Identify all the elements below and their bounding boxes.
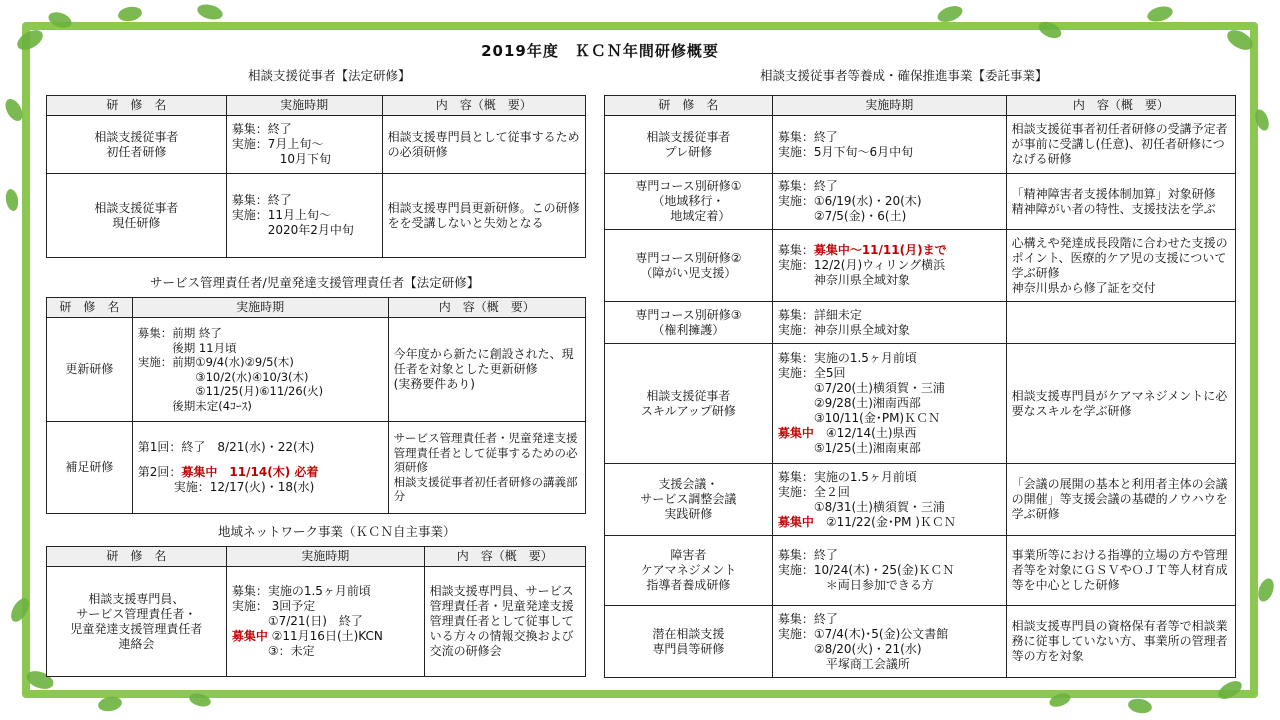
cell-name: 相談支援専門員、 xyxy=(88,591,185,606)
cell-name: 相談支援従事者 xyxy=(94,129,179,144)
cell-period: 募集：終了 xyxy=(231,122,292,136)
cell-period: ⑤1/25(土)湘南東部 xyxy=(777,441,921,455)
cell-period: 募集：実施の1.5ヶ月前頃 xyxy=(777,469,917,484)
cell-name: 実践研修 xyxy=(664,507,713,521)
table-consult-legal xyxy=(46,95,586,258)
table-service-legal xyxy=(46,297,586,514)
header-period: 実施時期 xyxy=(226,96,382,116)
header-name: 研 修 名 xyxy=(605,96,773,116)
cell-period: ②7/5(金)・6(土) xyxy=(777,209,907,223)
header-content: 内 容（概 要） xyxy=(382,96,585,116)
table-row xyxy=(605,230,1236,302)
cell-content: 心構えや発達成長段階に合わせた支援のポイント、医療的ケア児の支援について学ぶ研修 神奈川県から修了証を交付 xyxy=(1011,235,1228,295)
cell-name: 専門コース別研修③ xyxy=(635,307,742,322)
cell-content: 相談支援専門員の資格保有者等で相談業務に従事していない方、事業所の管理者等の方を対象 xyxy=(1011,619,1228,663)
cell-period: 2020年2月中旬 xyxy=(231,223,354,237)
cell-period: 実施：12/2(月)ウィリング横浜 xyxy=(777,258,946,272)
table-network xyxy=(46,546,586,677)
cell-period: 募集：終了 xyxy=(777,611,838,626)
cell-period: 募集：終了 xyxy=(777,179,838,193)
cell-name: 専門コース別研修① xyxy=(635,179,742,193)
cell-period: ③10/2(水)④10/3(木) xyxy=(137,369,309,384)
table-row xyxy=(605,464,1236,536)
cell-period: ①7/20(土)横須賀・三浦 xyxy=(777,381,945,395)
recruiting-badge: 募集中 11/14(木) 必着 xyxy=(181,465,319,479)
cell-name: サービス調整会議 xyxy=(640,492,737,506)
cell-content: 相談支援従事者初任者研修の受講予定者が事前に受講し(任意)、初任者研修につなげる研修 xyxy=(1011,122,1228,166)
table-row xyxy=(605,344,1236,464)
recruiting-badge: 募集中 xyxy=(777,426,814,440)
recruiting-badge: 募集中 xyxy=(231,629,268,643)
cell-name: 児童発達支援管理責任者 xyxy=(70,621,203,636)
cell-period: ＊両日参加できる方 xyxy=(777,578,934,592)
header-name: 研 修 名 xyxy=(47,96,227,116)
section-title-consult: 相談支援従事者【法定研修】 xyxy=(248,68,411,83)
cell-content xyxy=(1006,302,1235,344)
cell-content: 相談支援専門員更新研修。この研修をを受講しないと失効となる xyxy=(387,200,580,230)
cell-period: ②11月16日(土)KCN xyxy=(267,629,383,643)
cell-period: 実施：11月上旬～ xyxy=(231,208,331,222)
cell-period: 10月下旬 xyxy=(231,152,331,166)
cell-name: スキルアップ研修 xyxy=(640,403,736,418)
cell-name: 支援会議・ xyxy=(658,477,719,491)
header-period: 実施時期 xyxy=(132,298,388,318)
header-name: 研 修 名 xyxy=(47,547,227,567)
cell-period: 平塚商工会議所 xyxy=(777,656,910,671)
section-title-service: サービス管理責任者/児童発達支援管理責任者【法定研修】 xyxy=(150,275,480,290)
cell-period: 実施：全5回 xyxy=(777,366,846,380)
cell-content: 事業所等における指導的立場の方や管理者等を対象にＧＳＶやＯＪＴ等人材育成等を中心とした研修 xyxy=(1011,548,1228,592)
cell-name: 専門コース別研修② xyxy=(635,250,742,265)
cell-name: 地域定着） xyxy=(646,209,731,223)
table-row xyxy=(47,174,586,258)
cell-name: 相談支援従事者 xyxy=(646,388,731,403)
cell-name: 相談支援従事者 xyxy=(94,200,179,215)
cell-period: 実施：①7/4(木)･5(金)公文書館 xyxy=(777,626,949,641)
cell-period: 実施：前期①9/4(水)②9/5(木) xyxy=(137,355,294,369)
recruiting-badge: 募集中 xyxy=(777,514,814,529)
page-title: 2019年度 ＫＣＮ年間研修概要 xyxy=(481,42,719,60)
cell-name: プレ研修 xyxy=(664,144,713,159)
cell-period: 募集：詳細未定 xyxy=(777,307,862,322)
header-period: 実施時期 xyxy=(772,96,1006,116)
table-row xyxy=(605,174,1236,230)
cell-name: 連絡会 xyxy=(118,636,155,651)
cell-content: 「会議の展開の基本と利用者主体の会議の開催」等支援会議の基礎的ノウハウを学ぶ研修 xyxy=(1011,477,1228,521)
cell-period: ②8/20(火)・21(水) xyxy=(777,641,922,656)
header-content: 内 容（概 要） xyxy=(388,298,585,318)
table-consigned xyxy=(604,95,1236,678)
cell-period: ③：未定 xyxy=(231,644,315,658)
header-period: 実施時期 xyxy=(226,547,424,567)
cell-name: 初任者研修 xyxy=(106,144,167,159)
cell-period: ④12/14(土)県西 xyxy=(813,426,917,440)
cell-period: 神奈川県全域対象 xyxy=(777,273,910,287)
cell-period: 募集：実施の1.5ヶ月前頃 xyxy=(777,351,917,365)
header-content: 内 容（概 要） xyxy=(424,547,585,567)
header-content: 内 容（概 要） xyxy=(1006,96,1235,116)
cell-content: 今年度から新たに創設された、現任者を対象とした更新研修 (実務要件あり) xyxy=(393,347,574,391)
section-title-consigned: 相談支援従事者等養成・確保推進事業【委託事業】 xyxy=(760,68,1048,83)
cell-period: ①8/31(土)横須賀・三浦 xyxy=(777,499,945,514)
cell-period: 第2回： xyxy=(137,465,182,479)
cell-period: 募集： xyxy=(777,243,814,257)
cell-period: ⑤11/25(月)⑥11/26(火) xyxy=(137,384,324,398)
cell-period: 募集：実施の1.5ヶ月前頃 xyxy=(231,584,371,598)
table-row xyxy=(47,422,586,514)
cell-name: 専門員等研修 xyxy=(652,641,725,656)
cell-name: 障害者 xyxy=(670,548,707,562)
cell-content: 相談支援専門員、サービス管理責任者・児童発達支援管理責任者として従事している方々の情報交換および交流の研修会 xyxy=(429,584,574,658)
cell-period: 募集：前期 終了 xyxy=(137,326,222,340)
cell-name: 潜在相談支援 xyxy=(652,626,725,641)
cell-period: 実施：7月上旬～ xyxy=(231,137,324,151)
cell-period: 募集：終了 xyxy=(231,193,292,207)
cell-name: 相談支援従事者 xyxy=(646,129,731,144)
cell-period: 第1回：終了 8/21(水)・22(木) xyxy=(137,440,315,454)
table-row xyxy=(605,606,1236,678)
table-row xyxy=(605,302,1236,344)
cell-period: 実施： 3回予定 xyxy=(231,599,316,613)
cell-period: 募集：終了 xyxy=(777,548,838,562)
cell-name: （権利擁護） xyxy=(652,322,725,337)
cell-period: 後期未定(4ｺｰｽ) xyxy=(137,398,252,413)
cell-name: 補足研修 xyxy=(47,422,133,514)
cell-period: 実施：10/24(木)・25(金)ＫＣＮ xyxy=(777,563,955,577)
table-row xyxy=(47,318,586,422)
cell-period: ①7/21(日) 終了 xyxy=(231,614,363,628)
cell-name: （地域移行・ xyxy=(652,194,725,208)
table-row xyxy=(605,536,1236,606)
cell-period: 実施：神奈川県全域対象 xyxy=(777,322,910,337)
cell-name: 更新研修 xyxy=(47,318,133,422)
cell-period: 実施：①6/19(水)・20(木) xyxy=(777,194,922,208)
cell-name: （障がい児支援） xyxy=(640,265,737,280)
cell-name: ケアマネジメント xyxy=(640,563,737,577)
cell-period: ②9/28(土)湘南西部 xyxy=(777,396,921,410)
cell-content: 相談支援専門員として従事するための必須研修 xyxy=(387,129,580,159)
cell-period: ③10/11(金･PM)ＫＣＮ xyxy=(777,411,941,425)
cell-name: 指導者養成研修 xyxy=(646,578,731,592)
cell-period: 後期 11月頃 xyxy=(137,340,237,355)
cell-content: サービス管理責任者・児童発達支援管理責任者として従事するための必須研修 相談支援従事者初任者研修の講義部分 xyxy=(393,431,578,504)
cell-period: 実施：5月下旬～6月中旬 xyxy=(777,144,914,159)
cell-period: 実施：全２回 xyxy=(777,484,850,499)
cell-content: 「精神障害者支援体制加算」対象研修 精神障がい者の特性、支援技法を学ぶ xyxy=(1011,186,1228,216)
cell-period: 実施：12/17(火)・18(水) xyxy=(137,480,315,494)
table-row xyxy=(47,567,586,677)
cell-period: 募集：終了 xyxy=(777,129,838,144)
table-row xyxy=(47,116,586,174)
section-title-network: 地域ネットワーク事業（ＫＣＮ自主事業） xyxy=(218,524,456,539)
cell-period: ②11/22(金･PM )ＫＣＮ xyxy=(813,514,956,529)
recruiting-badge: 募集中～11/11(月)まで xyxy=(813,243,947,257)
cell-name: 現任研修 xyxy=(112,215,161,230)
cell-content: 相談支援専門員がケアマネジメントに必要なスキルを学ぶ研修 xyxy=(1011,388,1228,418)
table-row xyxy=(605,116,1236,174)
header-name: 研 修 名 xyxy=(47,298,133,318)
cell-name: サービス管理責任者・ xyxy=(76,606,197,621)
